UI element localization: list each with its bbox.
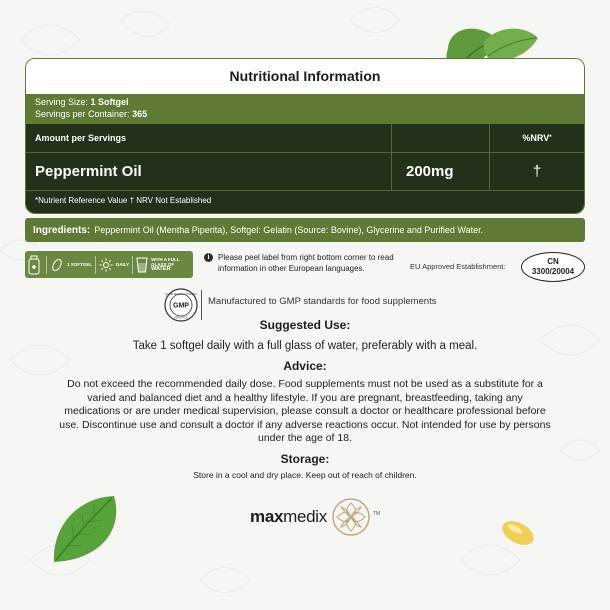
advice-text — [0, 378, 610, 446]
table-row — [26, 153, 584, 191]
product-name: Peppermint Oil — [26, 153, 392, 190]
brand-name — [250, 507, 327, 527]
daily-label: DAILY — [116, 262, 130, 267]
gmp-divider — [201, 290, 202, 320]
serving-size — [35, 96, 575, 108]
suggested-use-heading: Suggested Use: — [259, 318, 351, 332]
softgel-label: 1 SOFTGEL — [67, 262, 93, 267]
dose-water — [133, 251, 182, 278]
gmp-badge-center: GMP — [173, 302, 189, 310]
gmp-badge-icon — [164, 288, 198, 322]
cn-badge — [521, 252, 585, 282]
ingredients-text: Peppermint Oil (Mentha Piperita), Softgel: Gelatin (Source: Bovine), Glycerine and Purified Water. — [94, 225, 484, 235]
gmp-badge-top: GOOD MANUFACTURING — [165, 293, 197, 296]
advice-line: Do not exceed the recommended daily dose. Food supplements must not be used as a substitute for a — [67, 378, 543, 390]
ingredients-label: Ingredients: — [33, 224, 91, 236]
brand-logo — [250, 497, 380, 537]
brand-emblem-icon — [331, 497, 371, 537]
mint-leaf-image-bottom — [48, 490, 128, 570]
peel-note — [204, 252, 404, 274]
serving-size-label: Serving Size: — [35, 97, 89, 107]
dose-bottle — [25, 251, 46, 278]
brand-name-regular: medix — [283, 507, 327, 526]
glass-icon — [136, 257, 148, 273]
advice-line: varied and balanced diet and a healthy lifestyle. If you are pregnant, breastfeeding, taking any — [87, 391, 523, 404]
servings-per-container — [35, 108, 575, 120]
nrv-value: † — [532, 163, 542, 180]
softgel-icon — [50, 258, 64, 272]
bottle-icon — [28, 255, 40, 275]
advice-line: use. Discontinue use and consult a doctor if any adverse reactions occur. Not intended for use by persons — [59, 418, 551, 431]
eu-establishment-label: EU Approved Establishment: — [410, 262, 506, 271]
storage-heading: Storage: — [280, 452, 330, 466]
suggested-use-text: Take 1 softgel daily with a full glass of water, preferably with a meal. — [132, 340, 478, 352]
water-line2: GLASS OF — [151, 262, 175, 267]
peel-note-text: Please peel label from right bottom corner to read information in other European languages. — [218, 253, 394, 273]
water-line1: WITH A FULL — [151, 257, 180, 262]
gmp-badge-bottom: PRACTICE — [174, 316, 188, 320]
softgel-capsule-image — [498, 515, 538, 551]
nrv-footnote: *Nutrient Reference Value † NRV Not Established — [35, 196, 212, 205]
servings-container-label: Servings per Container: — [35, 109, 130, 119]
nrv-header-text: %NRV — [522, 133, 550, 143]
advice-line: medications or are under medical supervision, please consult a doctor or healthcare professional before — [64, 405, 546, 417]
water-line3: WATER — [151, 266, 171, 272]
nrv-header — [490, 124, 584, 152]
advice-line: under the age of 18. — [258, 432, 352, 444]
nrv-header-mark: * — [549, 135, 552, 141]
serving-info — [26, 94, 584, 124]
amount-header: Amount per Servings — [26, 124, 392, 152]
serving-size-value: 1 Softgel — [90, 97, 129, 107]
dosage-strip — [25, 251, 193, 278]
dose-daily — [96, 251, 132, 278]
brand-name-bold: max — [250, 507, 284, 526]
panel-title: Nutritional Information — [26, 59, 584, 94]
advice-heading: Advice: — [283, 359, 327, 373]
amount-value: 200mg — [392, 153, 490, 190]
table-header-row — [26, 124, 584, 153]
info-icon: i — [204, 253, 213, 262]
ingredients-bar — [25, 218, 585, 242]
storage-text: Store in a cool and dry place. Keep out of reach of children. — [193, 470, 417, 480]
cn-line2: 3300/20004 — [531, 267, 575, 276]
cn-line1: CN — [547, 257, 559, 266]
servings-container-value: 365 — [132, 109, 148, 119]
nutrition-panel — [25, 58, 585, 214]
trademark: TM — [372, 511, 381, 517]
sun-icon — [99, 258, 113, 272]
gmp-text: Manufactured to GMP standards for food supplements — [208, 296, 437, 307]
dose-softgel — [47, 251, 95, 278]
